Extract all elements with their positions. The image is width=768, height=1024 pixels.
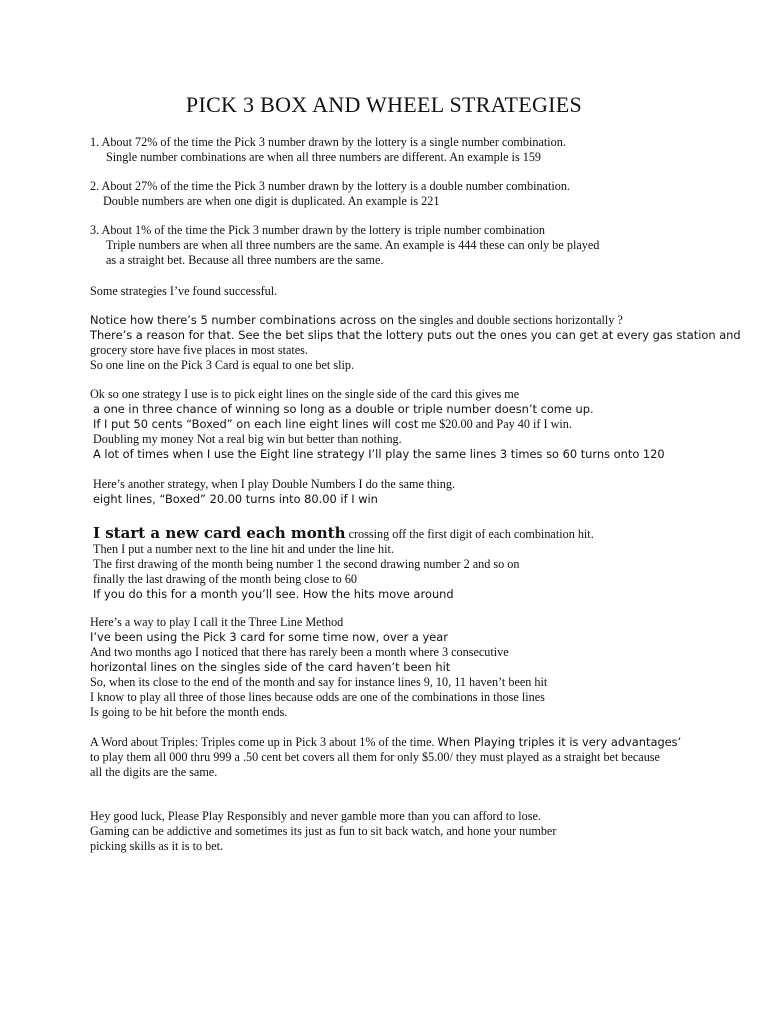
monthly-line-3: The first drawing of the month being number 1 the second drawing number 2 and so on: [93, 557, 520, 571]
strategy-two-line-1: Here’s another strategy, when I play Double Numbers I do the same thing.: [93, 477, 456, 491]
monthly-line-2: Then I put a number next to the line hit and under the line hit.: [93, 542, 394, 556]
three-line-line-2: I’ve been using the Pick 3 card for some time now, over a year: [90, 630, 448, 644]
strategies-intro: Some strategies I’ve found successful.: [90, 284, 278, 298]
strategy-one-line-4: Doubling my money Not a real big win but better than nothing.: [93, 432, 402, 446]
three-line-line-3: And two months ago I noticed that there has rarely been a month where 3 consecutive: [90, 645, 509, 659]
triples-line-2: to play them all 000 thru 999 a .50 cent bet covers all them for only $5.00/ they must played as a straight bet because: [90, 750, 660, 764]
monthly-line-5: If you do this for a month you’ll see. How the hits move around: [93, 587, 454, 601]
monthly-line-1: [93, 524, 594, 543]
notice-line-4: So one line on the Pick 3 Card is equal to one bet slip.: [90, 358, 355, 372]
page-title: PICK 3 BOX AND WHEEL STRATEGIES: [185, 92, 583, 117]
fact-3-line-3: as a straight bet. Because all three numbers are the same.: [106, 253, 384, 267]
strategy-one-line-3-part-2: me $20.00 and Pay 40 if I win.: [418, 417, 572, 431]
three-line-line-1: Here’s a way to play I call it the Three Line Method: [90, 615, 344, 629]
triples-line-1-part-2: When Playing triples it is very advantages’: [437, 735, 682, 749]
monthly-line-1-rest: crossing off the first digit of each combination hit.: [345, 527, 594, 541]
fact-3-line-2: Triple numbers are when all three numbers are the same. An example is 444 these can only be played: [106, 238, 600, 252]
fact-2-line-2: Double numbers are when one digit is duplicated. An example is 221: [103, 194, 440, 208]
triples-line-3: all the digits are the same.: [90, 765, 218, 779]
notice-line-2: There’s a reason for that. See the bet slips that the lottery puts out the ones you can get at every gas station and: [90, 328, 741, 342]
triples-line-1: [90, 735, 681, 750]
closing-line-1: Hey good luck, Please Play Responsibly and never gamble more than you can afford to lose.: [90, 809, 541, 823]
notice-line-1-part-2: singles and double sections horizontally ?: [416, 313, 623, 327]
closing-line-3: picking skills as it is to bet.: [90, 839, 224, 853]
fact-1-line-1: 1. About 72% of the time the Pick 3 number drawn by the lottery is a single number combination.: [90, 135, 566, 149]
closing-line-2: Gaming can be addictive and sometimes its just as fun to sit back watch, and hone your number: [90, 824, 557, 838]
three-line-line-4: horizontal lines on the singles side of the card haven’t been hit: [90, 660, 451, 674]
strategy-one-line-1: Ok so one strategy I use is to pick eight lines on the single side of the card this gives me: [90, 387, 520, 401]
triples-line-1-part-1: A Word about Triples: Triples come up in Pick 3 about 1% of the time.: [90, 735, 438, 749]
three-line-line-5: So, when its close to the end of the month and say for instance lines 9, 10, 11 haven’t been hit: [90, 675, 548, 689]
strategy-one-line-3: [93, 417, 572, 432]
strategy-one-line-2: a one in three chance of winning so long as a double or triple number doesn’t come up.: [93, 402, 594, 416]
three-line-line-6: I know to play all three of those lines because odds are one of the combinations in those lines: [90, 690, 545, 704]
monthly-line-4: finally the last drawing of the month being close to 60: [93, 572, 358, 586]
strategy-two-line-2: eight lines, “Boxed” 20.00 turns into 80.00 if I win: [93, 492, 378, 506]
monthly-heading: I start a new card each month: [93, 524, 346, 542]
fact-1-line-2: Single number combinations are when all three numbers are different. An example is 159: [106, 150, 542, 164]
fact-3-line-1: 3. About 1% of the time the Pick 3 number drawn by the lottery is triple number combination: [90, 223, 545, 237]
notice-line-1-part-1: Notice how there’s 5 number combinations across on the: [90, 313, 417, 327]
notice-line-3: grocery store have five places in most states.: [90, 343, 308, 357]
strategy-one-line-3-part-1: If I put 50 cents “Boxed” on each line eight lines will cost: [93, 417, 419, 431]
fact-2-line-1: 2. About 27% of the time the Pick 3 number drawn by the lottery is a double number combination.: [90, 179, 570, 193]
three-line-line-7: Is going to be hit before the month ends.: [90, 705, 288, 719]
notice-line-1: [90, 313, 623, 328]
strategy-one-line-5: A lot of times when I use the Eight line strategy I’ll play the same lines 3 times so 60 turns onto 120: [93, 447, 665, 461]
